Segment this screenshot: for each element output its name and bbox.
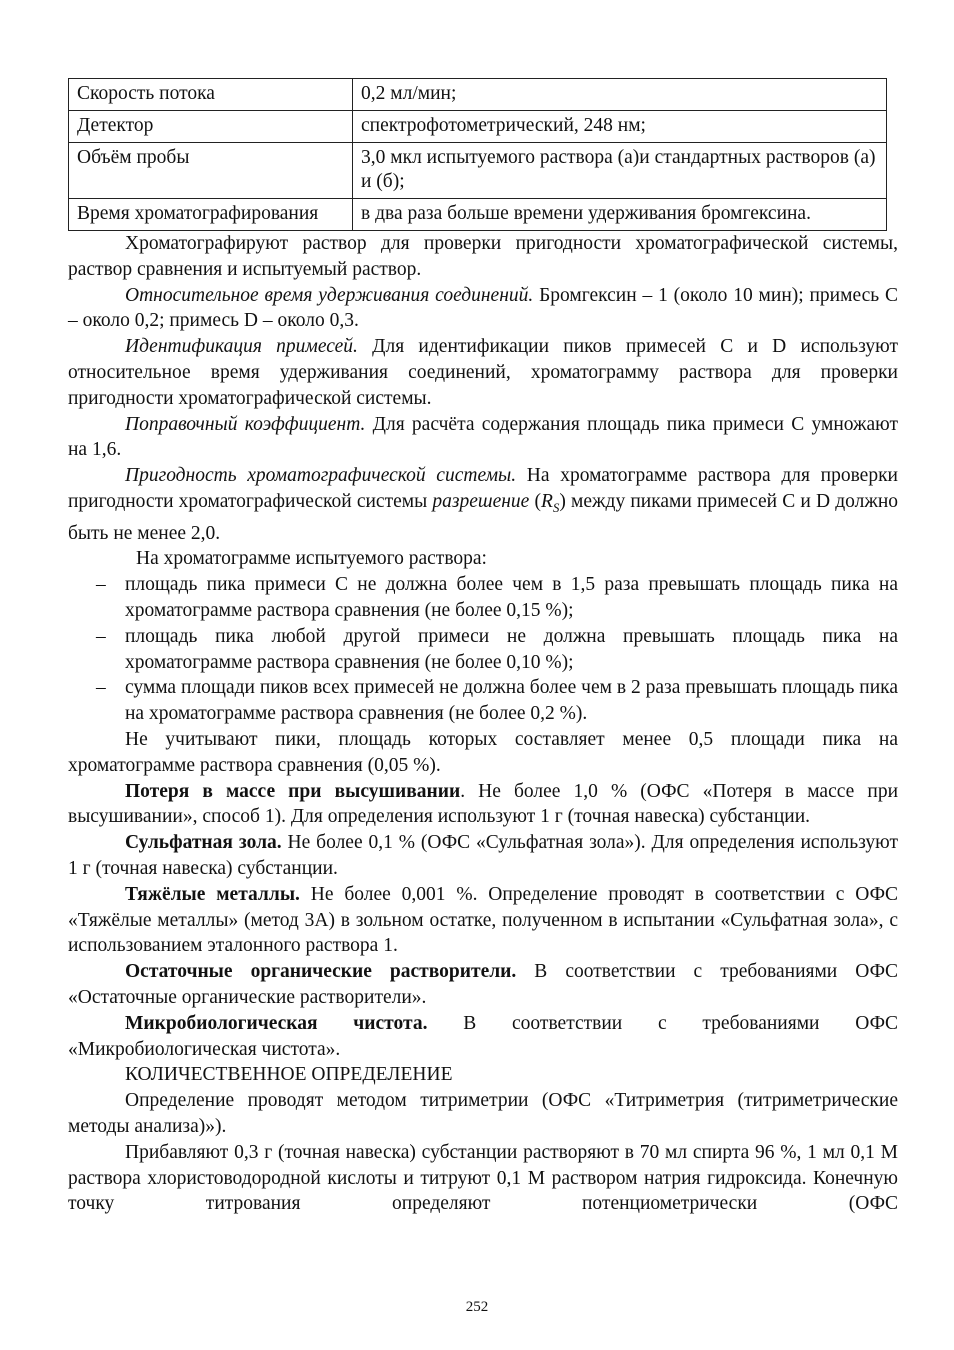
requirements-list	[68, 572, 898, 727]
document-body	[68, 78, 898, 1217]
list-item	[68, 675, 898, 727]
correction-factor-label: Поправочный коэффициент.	[125, 413, 366, 435]
dash-marker: –	[96, 677, 106, 699]
paragraph-heavy-metals	[68, 882, 898, 959]
parameters-table	[68, 78, 887, 231]
table-cell-value: спектрофотометрический, 248 нм;	[353, 111, 887, 143]
resolution-subscript: S	[552, 499, 560, 515]
list-item	[68, 624, 898, 676]
residual-solvents-heading: Остаточные органические растворители.	[125, 961, 517, 983]
table-row	[69, 111, 887, 143]
table-cell-key: Объём пробы	[69, 143, 353, 199]
paragraph-microbiological-purity	[68, 1011, 898, 1063]
sulfated-ash-heading: Сульфатная зола.	[125, 832, 282, 854]
list-item-text: площадь пика примеси С не должна более чем в 1,5 раза превышать площадь пика на хроматограмме раствора сравнения (не более 0,15 %);	[125, 574, 898, 622]
impurity-identification-label: Идентификация примесей.	[125, 336, 358, 358]
system-suitability-text-a: На хроматограмме раствора для проверки пригодности хроматографической системы	[68, 465, 898, 512]
section-heading-assay: КОЛИЧЕСТВЕННОЕ ОПРЕДЕЛЕНИЕ	[125, 1064, 453, 1086]
page-number: 252	[465, 1299, 489, 1315]
table-cell-value: в два раза больше времени удерживания бромгексина.	[353, 199, 887, 231]
table-row	[69, 79, 887, 111]
list-item-text: сумма площади пиков всех примесей не должна более чем в 2 раза превышать площадь пика на хроматограмме раствора сравнения (не более 0,2 %).	[125, 677, 898, 725]
retention-time-text: Бромгексин – 1 (около 10 мин); примесь С – около 0,2; примесь D – около 0,3.	[68, 284, 898, 332]
heavy-metals-heading: Тяжёлые металлы.	[125, 883, 300, 905]
resolution-symbol: R	[540, 490, 553, 512]
paragraph-assay-method: Определение проводят методом титриметрии (ОФС «Титриметрия (титриметрические методы анализа)»).	[68, 1090, 898, 1137]
paragraph-assay-procedure: Прибавляют 0,3 г (точная навеска) субстанции растворяют в 70 мл спирта 96 %, 1 мл 0,1 М раствора хлористоводородной кислоты и титруют 0,1 М раствором натрия гидроксида. Конечную точку титрования определяют потенциометрически (ОФС	[68, 1141, 898, 1215]
loss-on-drying-text: . Не более 1,0 % (ОФС «Потеря в массе при высушивании», способ 1). Для определения используют 1 г (точная навеска) субстанции.	[68, 780, 899, 828]
list-item-text: площадь пика любой другой примеси не должна превышать площадь пика на хроматограмме раствора сравнения (не более 0,10 %);	[125, 625, 898, 673]
table-cell-value: 3,0 мкл испытуемого раствора (а)и стандартных растворов (а) и (б);	[353, 143, 887, 199]
paragraph-retention-time	[68, 283, 898, 335]
table-cell-value: 0,2 мл/мин;	[353, 79, 887, 111]
paragraph-chromatography: Хроматографируют раствор для проверки пригодности хроматографической системы, раствор сравнения и испытуемый раствор.	[68, 233, 898, 280]
microbiological-purity-heading: Микробиологическая чистота.	[125, 1012, 428, 1034]
heavy-metals-text: Не более 0,001 %. Определение проводят в соответствии с ОФС «Тяжёлые металлы» (метод 3А) в зольном остатке, полученном в испытании «Сульфатная зола», с использованием эталонного раствора 1.	[68, 883, 898, 957]
list-item	[68, 572, 898, 624]
table-cell-key: Время хроматографирования	[69, 199, 353, 231]
paragraph-impurity-identification	[68, 334, 898, 411]
system-suitability-label: Пригодность хроматографической системы.	[125, 465, 517, 487]
table-row	[69, 143, 887, 199]
paragraph-loss-on-drying	[68, 779, 898, 831]
dash-marker: –	[96, 574, 106, 596]
system-suitability-text-b: (	[529, 490, 541, 512]
sulfated-ash-text: Не более 0,1 % (ОФС «Сульфатная зола»). Для определения используют 1 г (точная навеска) субстанции.	[68, 832, 898, 880]
residual-solvents-text: В соответствии с требованиями ОФС «Остаточные органические растворители».	[68, 961, 898, 1008]
paragraph-residual-solvents	[68, 959, 898, 1011]
retention-time-label: Относительное время удерживания соединений.	[125, 284, 534, 306]
table-cell-key: Скорость потока	[69, 79, 353, 111]
paragraph-ignored-peaks: Не учитывают пики, площадь которых составляет менее 0,5 площади пика на хроматограмме раствора сравнения (0,05 %).	[68, 729, 898, 776]
paragraph-system-suitability	[68, 463, 898, 546]
paragraph-test-solution-intro: На хроматограмме испытуемого раствора:	[136, 548, 487, 570]
paragraph-correction-factor	[68, 412, 898, 464]
loss-on-drying-heading: Потеря в массе при высушивании	[125, 780, 461, 802]
system-suitability-text-c: ) между пиками примесей С и D должно быть не менее 2,0.	[68, 490, 899, 544]
table-cell-key: Детектор	[69, 111, 353, 143]
table-row	[69, 199, 887, 231]
resolution-term: разрешение	[432, 490, 530, 512]
impurity-identification-text: Для идентификации пиков примесей С и D используют относительное время удерживания соединений, хроматограмму раствора для проверки пригодности хроматографической системы.	[68, 336, 898, 409]
microbiological-purity-text: В соответствии с требованиями ОФС «Микробиологическая чистота».	[68, 1012, 898, 1060]
correction-factor-text: Для расчёта содержания площадь пика примеси С умножают на 1,6.	[68, 413, 898, 461]
dash-marker: –	[96, 625, 106, 647]
paragraph-sulfated-ash	[68, 830, 898, 882]
